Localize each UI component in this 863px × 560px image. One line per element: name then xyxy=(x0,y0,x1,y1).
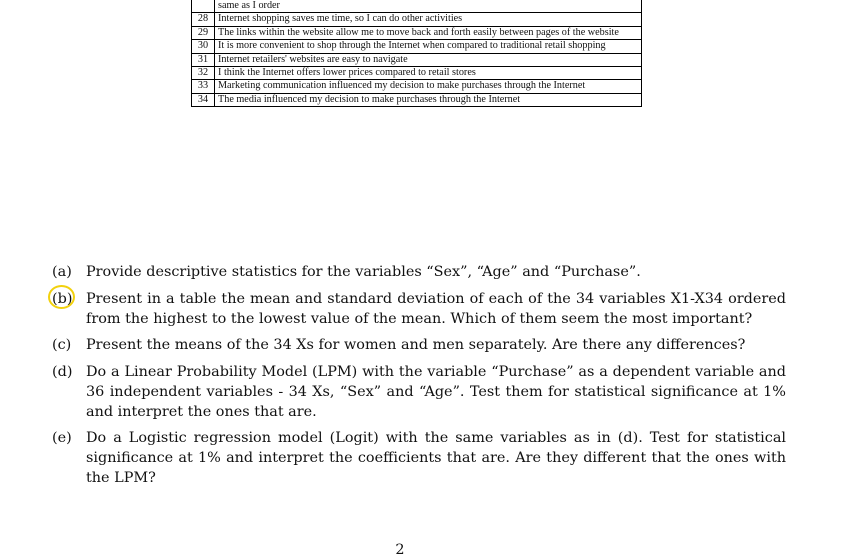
table-row xyxy=(192,93,642,106)
survey-items-table xyxy=(191,0,642,107)
survey-items-table-container xyxy=(191,0,642,107)
question-label: (d) xyxy=(52,363,73,380)
item-number: 31 xyxy=(192,53,215,66)
question-list xyxy=(52,262,786,495)
item-number: 29 xyxy=(192,26,215,39)
question-text: Provide descriptive statistics for the variables “Sex”, “Age” and “Purchase”. xyxy=(86,264,641,280)
question-c xyxy=(52,335,786,355)
table-row xyxy=(192,0,642,13)
item-text: Marketing communication influenced my decision to make purchases through the Internet xyxy=(215,80,642,93)
item-number: 34 xyxy=(192,93,215,106)
question-text: Do a Linear Probability Model (LPM) with the variable “Purchase” as a dependent variable and 36 independent variables - 34 Xs, “Sex” and “Age”. Test them for statistical significance at 1% and interpret the ones that are. xyxy=(86,363,786,420)
item-number: 30 xyxy=(192,40,215,53)
question-text: Present the means of the 34 Xs for women and men separately. Are there any differences? xyxy=(86,337,746,353)
item-text: It is more convenient to shop through the Internet when compared to traditional retail shopping xyxy=(215,40,642,53)
item-text: Internet shopping saves me time, so I can do other activities xyxy=(215,13,642,26)
question-e xyxy=(52,428,786,488)
highlight-circle xyxy=(48,285,75,309)
question-text: Do a Logistic regression model (Logit) with the same variables as in (d). Test for statistical significance at 1% and interpret the coefficients that are. Are they different that the ones with the LPM? xyxy=(86,430,786,486)
item-text: same as I order xyxy=(215,0,642,13)
question-a xyxy=(52,262,786,282)
item-text: The links within the website allow me to move back and forth easily between pages of the website xyxy=(215,26,642,39)
item-number: 28 xyxy=(192,13,215,26)
table-row xyxy=(192,13,642,26)
question-label: (e) xyxy=(52,430,72,446)
question-label-text: (b) xyxy=(52,290,73,307)
question-d xyxy=(52,362,786,422)
question-b xyxy=(52,289,786,329)
item-text: I think the Internet offers lower prices compared to retail stores xyxy=(215,67,642,80)
item-text: The media influenced my decision to make purchases through the Internet xyxy=(215,93,642,106)
table-row xyxy=(192,26,642,39)
question-label-circled xyxy=(52,289,86,329)
question-label: (a) xyxy=(52,264,72,280)
item-number: 33 xyxy=(192,80,215,93)
item-text: Internet retailers' websites are easy to navigate xyxy=(215,53,642,66)
question-text: Present in a table the mean and standard deviation of each of the 34 variables X1-X34 ordered from the highest to the lowest value of the mean. Which of them seem the most important? xyxy=(86,290,786,327)
table-row xyxy=(192,53,642,66)
question-label: (c) xyxy=(52,337,72,353)
table-row xyxy=(192,40,642,53)
item-number: 32 xyxy=(192,67,215,80)
table-row xyxy=(192,80,642,93)
item-number xyxy=(192,0,215,13)
page-number: 2 xyxy=(395,542,405,558)
table-row xyxy=(192,67,642,80)
